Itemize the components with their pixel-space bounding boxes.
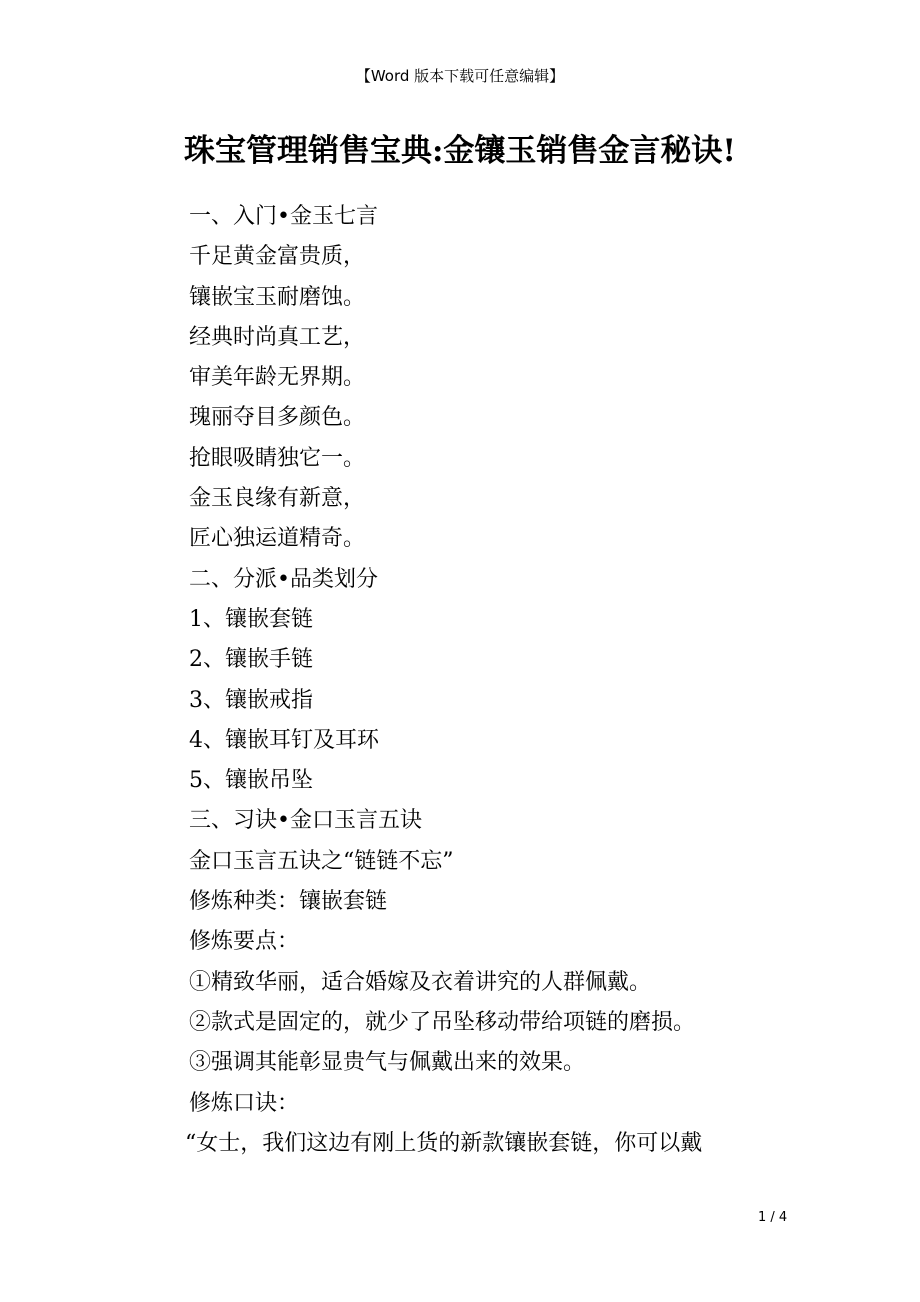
paragraph-line: 修炼口诀：: [189, 1090, 300, 1116]
category-item: 5、镶嵌吊坠: [189, 768, 313, 794]
paragraph-line: 修炼种类：镶嵌套链: [189, 889, 388, 915]
section-heading-1: 一、入门•金玉七言: [189, 204, 378, 229]
key-point-item: ②款式是固定的，就少了吊坠移动带给项链的磨损。: [189, 1009, 696, 1035]
page-number: 1 / 4: [758, 1210, 788, 1225]
poem-line: 镶嵌宝玉耐磨蚀。: [189, 284, 366, 310]
document-title: 珠宝管理销售宝典:金镶玉销售金言秘诀!: [183, 133, 737, 169]
poem-line: 金玉良缘有新意，: [189, 486, 366, 512]
poem-line: 瑰丽夺目多颜色。: [189, 405, 366, 431]
key-point-item: ①精致华丽，适合婚嫁及衣着讲究的人群佩戴。: [189, 969, 652, 995]
section-heading-3: 三、习诀•金口玉言五诀: [189, 808, 422, 834]
poem-line: 审美年龄无界期。: [189, 365, 366, 391]
download-note-header: 【Word 版本下载可任意编辑】: [355, 67, 565, 85]
poem-line: 千足黄金富贵质，: [189, 244, 366, 270]
document-body: [185, 197, 809, 1164]
quote-line: “女士，我们这边有刚上货的新款镶嵌套链，你可以戴: [185, 1130, 703, 1156]
category-item: 4、镶嵌耳钉及耳环: [189, 727, 379, 753]
poem-line: 匠心独运道精奇。: [189, 526, 366, 552]
paragraph-line: 金口玉言五诀之“链链不忘”: [189, 848, 454, 874]
section-heading-2: 二、分派•品类划分: [189, 566, 378, 592]
key-point-item: ③强调其能彰显贵气与佩戴出来的效果。: [189, 1050, 586, 1076]
poem-line: 抢眼吸睛独它一。: [189, 445, 366, 471]
paragraph-line: 修炼要点：: [189, 929, 300, 955]
category-item: 1、镶嵌套链: [189, 606, 313, 632]
poem-line: 经典时尚真工艺，: [189, 324, 366, 350]
category-item: 2、镶嵌手链: [189, 647, 313, 673]
category-item: 3、镶嵌戒指: [189, 687, 313, 713]
